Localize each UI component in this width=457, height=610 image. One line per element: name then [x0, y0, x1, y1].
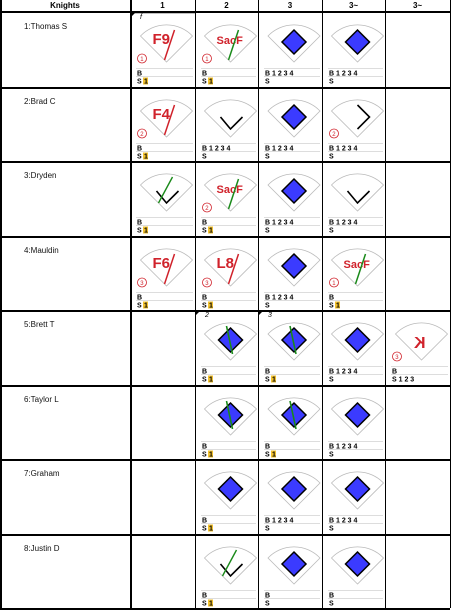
at-bat-cell[interactable]	[258, 161, 322, 236]
strike-count: S	[329, 227, 334, 235]
at-bat-cell[interactable]	[385, 534, 450, 609]
base-count: B 1 2 3 4	[202, 145, 231, 152]
field-outline	[141, 174, 193, 211]
strike-count: S	[202, 525, 207, 533]
at-bat-cell[interactable]	[385, 12, 450, 87]
batter-label: 5:Brett T	[24, 320, 55, 329]
batter-name[interactable]	[0, 236, 128, 311]
at-bat-diagram	[195, 385, 258, 460]
team-header: Knights	[50, 1, 80, 10]
inning-header-4: 3~	[348, 1, 359, 10]
inning-header-3: 3	[287, 1, 293, 10]
at-bat-cell[interactable]	[130, 236, 195, 311]
at-bat-diagram	[195, 310, 258, 385]
out-number: 2	[205, 206, 209, 212]
at-bat-cell[interactable]	[130, 385, 195, 460]
at-bat-diagram	[258, 161, 322, 236]
strike-count: S 1 2 3	[392, 376, 415, 384]
base-count: B	[329, 294, 335, 301]
strike-flag: 1	[209, 302, 213, 309]
base-count: B 1 2 3 4	[329, 70, 358, 78]
at-bat-cell[interactable]	[195, 534, 258, 609]
batter-name[interactable]	[0, 385, 128, 460]
play-label: SacF	[216, 184, 243, 196]
out-number: 3	[205, 280, 209, 287]
at-bat-diagram	[195, 236, 258, 311]
at-bat-diagram	[258, 12, 322, 87]
field-outline	[332, 174, 384, 211]
strike-flag: 1	[336, 302, 340, 309]
at-bat-cell[interactable]	[385, 161, 450, 236]
batter-label: 3:Dryden	[24, 171, 57, 180]
base-count: B 1 2 3 4	[329, 517, 358, 525]
at-bat-diagram	[322, 87, 385, 162]
batter-label: 2:Brad C	[24, 96, 56, 106]
base-count: B 1 2 3 4	[329, 219, 358, 227]
out-number: 3	[140, 280, 144, 287]
at-bat-diagram	[195, 12, 258, 87]
strike-count: S	[329, 153, 334, 160]
batter-label: 8:Justin D	[24, 543, 60, 553]
strike-count: S	[329, 451, 334, 458]
out-number: 1	[205, 57, 209, 63]
strike-count: S	[265, 78, 270, 86]
strike-count: S	[265, 600, 270, 607]
at-bat-cell[interactable]	[385, 459, 450, 534]
inning-marker: 2	[205, 312, 209, 319]
at-bat-diagram	[385, 310, 450, 385]
batter-name[interactable]	[0, 459, 128, 534]
play-label: L8	[216, 254, 235, 272]
base-count: B	[137, 294, 143, 301]
out-number: 3	[395, 355, 399, 361]
base-count: B	[265, 368, 271, 376]
at-bat-diagram	[322, 534, 385, 609]
base-count: B	[392, 368, 398, 376]
inning-header-5: 3~	[412, 1, 423, 10]
base-count: B 1 2 3 4	[265, 219, 294, 227]
strike-flag: 1	[209, 78, 213, 86]
strike-count: S	[202, 376, 207, 384]
inning-marker: f	[140, 14, 142, 21]
strike-flag: 1	[209, 227, 213, 235]
play-label: F6	[152, 254, 171, 272]
at-bat-diagram	[322, 236, 385, 311]
base-count: B 1 2 3 4	[329, 443, 358, 450]
field-outline	[205, 99, 257, 136]
at-bat-cell[interactable]	[385, 385, 450, 460]
at-bat-diagram	[195, 459, 258, 534]
base-count: B	[137, 145, 143, 152]
strike-count: S	[202, 78, 207, 86]
at-bat-diagram	[322, 161, 385, 236]
base-count: B	[137, 70, 143, 78]
at-bat-cell[interactable]	[195, 385, 258, 460]
strike-flag: 1	[144, 78, 148, 86]
strike-flag: 1	[144, 227, 148, 235]
strike-flag: 1	[272, 376, 276, 384]
batter-label: 1:Thomas S	[24, 22, 68, 31]
at-bat-cell[interactable]	[385, 236, 450, 311]
base-count: B	[329, 592, 335, 599]
out-number: 1	[140, 57, 144, 63]
strike-flag: 1	[144, 153, 148, 160]
at-bat-cell[interactable]	[258, 87, 322, 162]
at-bat-cell[interactable]	[322, 310, 385, 385]
batter-name[interactable]	[0, 161, 128, 236]
batter-name[interactable]	[0, 87, 128, 162]
grid-vline	[450, 0, 451, 608]
strike-count: S	[202, 600, 207, 607]
strike-count: S	[265, 302, 270, 309]
field-outline	[205, 546, 257, 583]
play-label: SacF	[216, 35, 243, 47]
batter-name[interactable]	[0, 534, 128, 609]
at-bat-cell[interactable]	[195, 310, 258, 385]
at-bat-cell[interactable]	[258, 236, 322, 311]
base-count: B	[265, 592, 271, 599]
at-bat-cell[interactable]	[322, 236, 385, 311]
base-count: B 1 2 3 4	[329, 145, 358, 152]
at-bat-diagram	[195, 87, 258, 162]
at-bat-cell[interactable]	[195, 161, 258, 236]
strike-flag: 1	[209, 451, 213, 458]
at-bat-cell[interactable]	[130, 534, 195, 609]
at-bat-diagram	[258, 385, 322, 460]
base-count: B 1 2 3 4	[265, 70, 294, 78]
strike-count: S	[329, 302, 334, 309]
strike-count: S	[137, 78, 142, 86]
at-bat-diagram	[322, 12, 385, 87]
strike-count: S	[265, 153, 270, 160]
base-count: B	[137, 219, 143, 227]
at-bat-cell[interactable]	[130, 87, 195, 162]
at-bat-diagram	[258, 459, 322, 534]
at-bat-diagram	[258, 236, 322, 311]
at-bat-diagram	[130, 87, 195, 162]
batter-name[interactable]	[0, 310, 128, 385]
at-bat-cell[interactable]	[322, 534, 385, 609]
at-bat-cell[interactable]	[322, 87, 385, 162]
strike-count: S	[202, 451, 207, 458]
play-label: SacF	[343, 258, 370, 271]
strikeout-label: K	[413, 335, 426, 352]
base-count: B	[202, 219, 208, 227]
at-bat-cell[interactable]	[258, 385, 322, 460]
strike-flag: 1	[209, 600, 213, 607]
at-bat-cell[interactable]	[195, 12, 258, 87]
strike-flag: 1	[209, 376, 213, 384]
play-label: F9	[152, 31, 171, 48]
base-count: B 1 2 3 4	[329, 368, 358, 376]
strike-count: S	[265, 227, 270, 235]
at-bat-cell[interactable]	[130, 310, 195, 385]
strike-count: S	[265, 451, 270, 458]
at-bat-diagram	[195, 161, 258, 236]
strike-count: S	[329, 376, 334, 384]
at-bat-cell[interactable]	[195, 236, 258, 311]
strike-count: S	[202, 153, 207, 160]
base-count: B	[202, 592, 208, 599]
base-count: B 1 2 3 4	[265, 145, 294, 152]
at-bat-cell[interactable]	[195, 87, 258, 162]
strike-flag: 1	[209, 525, 213, 533]
base-count: B	[202, 517, 208, 525]
at-bat-diagram	[258, 87, 322, 162]
at-bat-diagram	[322, 385, 385, 460]
strike-count: S	[329, 525, 334, 533]
base-count: B	[265, 443, 271, 450]
strike-flag: 1	[144, 302, 148, 309]
base-count: B 1 2 3 4	[265, 517, 294, 525]
strike-count: S	[329, 600, 334, 607]
at-bat-diagram	[258, 534, 322, 609]
at-bat-cell[interactable]	[258, 534, 322, 609]
at-bat-diagram	[258, 310, 322, 385]
strike-count: S	[137, 153, 142, 160]
base-count: B	[202, 70, 208, 78]
batter-label: 6:Taylor L	[24, 394, 59, 404]
inning-marker: 3	[268, 312, 272, 319]
batter-name[interactable]	[0, 12, 128, 87]
out-number: 1	[332, 280, 336, 287]
base-count: B	[202, 294, 208, 301]
at-bat-cell[interactable]	[195, 459, 258, 534]
at-bat-diagram	[195, 534, 258, 609]
out-number: 2	[332, 131, 336, 138]
at-bat-cell[interactable]	[258, 310, 322, 385]
batter-label: 7:Graham	[24, 469, 60, 478]
strike-count: S	[329, 78, 334, 86]
base-count: B 1 2 3 4	[265, 294, 294, 301]
base-count: B	[202, 443, 208, 450]
at-bat-cell[interactable]	[385, 87, 450, 162]
at-bat-cell[interactable]	[258, 459, 322, 534]
at-bat-cell[interactable]	[385, 310, 450, 385]
at-bat-cell[interactable]	[130, 161, 195, 236]
batter-label: 4:Mauldin	[24, 245, 59, 255]
at-bat-cell[interactable]	[130, 12, 195, 87]
out-number: 2	[140, 131, 144, 138]
strike-count: S	[202, 302, 207, 309]
base-count: B	[202, 368, 208, 376]
strike-count: S	[137, 302, 142, 309]
play-label: F4	[152, 105, 171, 123]
at-bat-diagram	[130, 161, 195, 236]
strike-count: S	[202, 227, 207, 235]
inning-header-1: 1	[160, 1, 165, 10]
strike-flag: 1	[272, 451, 276, 458]
at-bat-cell[interactable]	[322, 459, 385, 534]
at-bat-cell[interactable]	[322, 12, 385, 87]
at-bat-diagram	[322, 459, 385, 534]
at-bat-cell[interactable]	[322, 161, 385, 236]
at-bat-diagram	[130, 236, 195, 311]
at-bat-cell[interactable]	[130, 459, 195, 534]
at-bat-diagram	[322, 310, 385, 385]
at-bat-diagram	[130, 12, 195, 87]
at-bat-cell[interactable]	[258, 12, 322, 87]
at-bat-cell[interactable]	[322, 385, 385, 460]
inning-header-2: 2	[224, 1, 229, 10]
strike-count: S	[265, 525, 270, 533]
strike-count: S	[265, 376, 270, 384]
strike-count: S	[137, 227, 142, 235]
